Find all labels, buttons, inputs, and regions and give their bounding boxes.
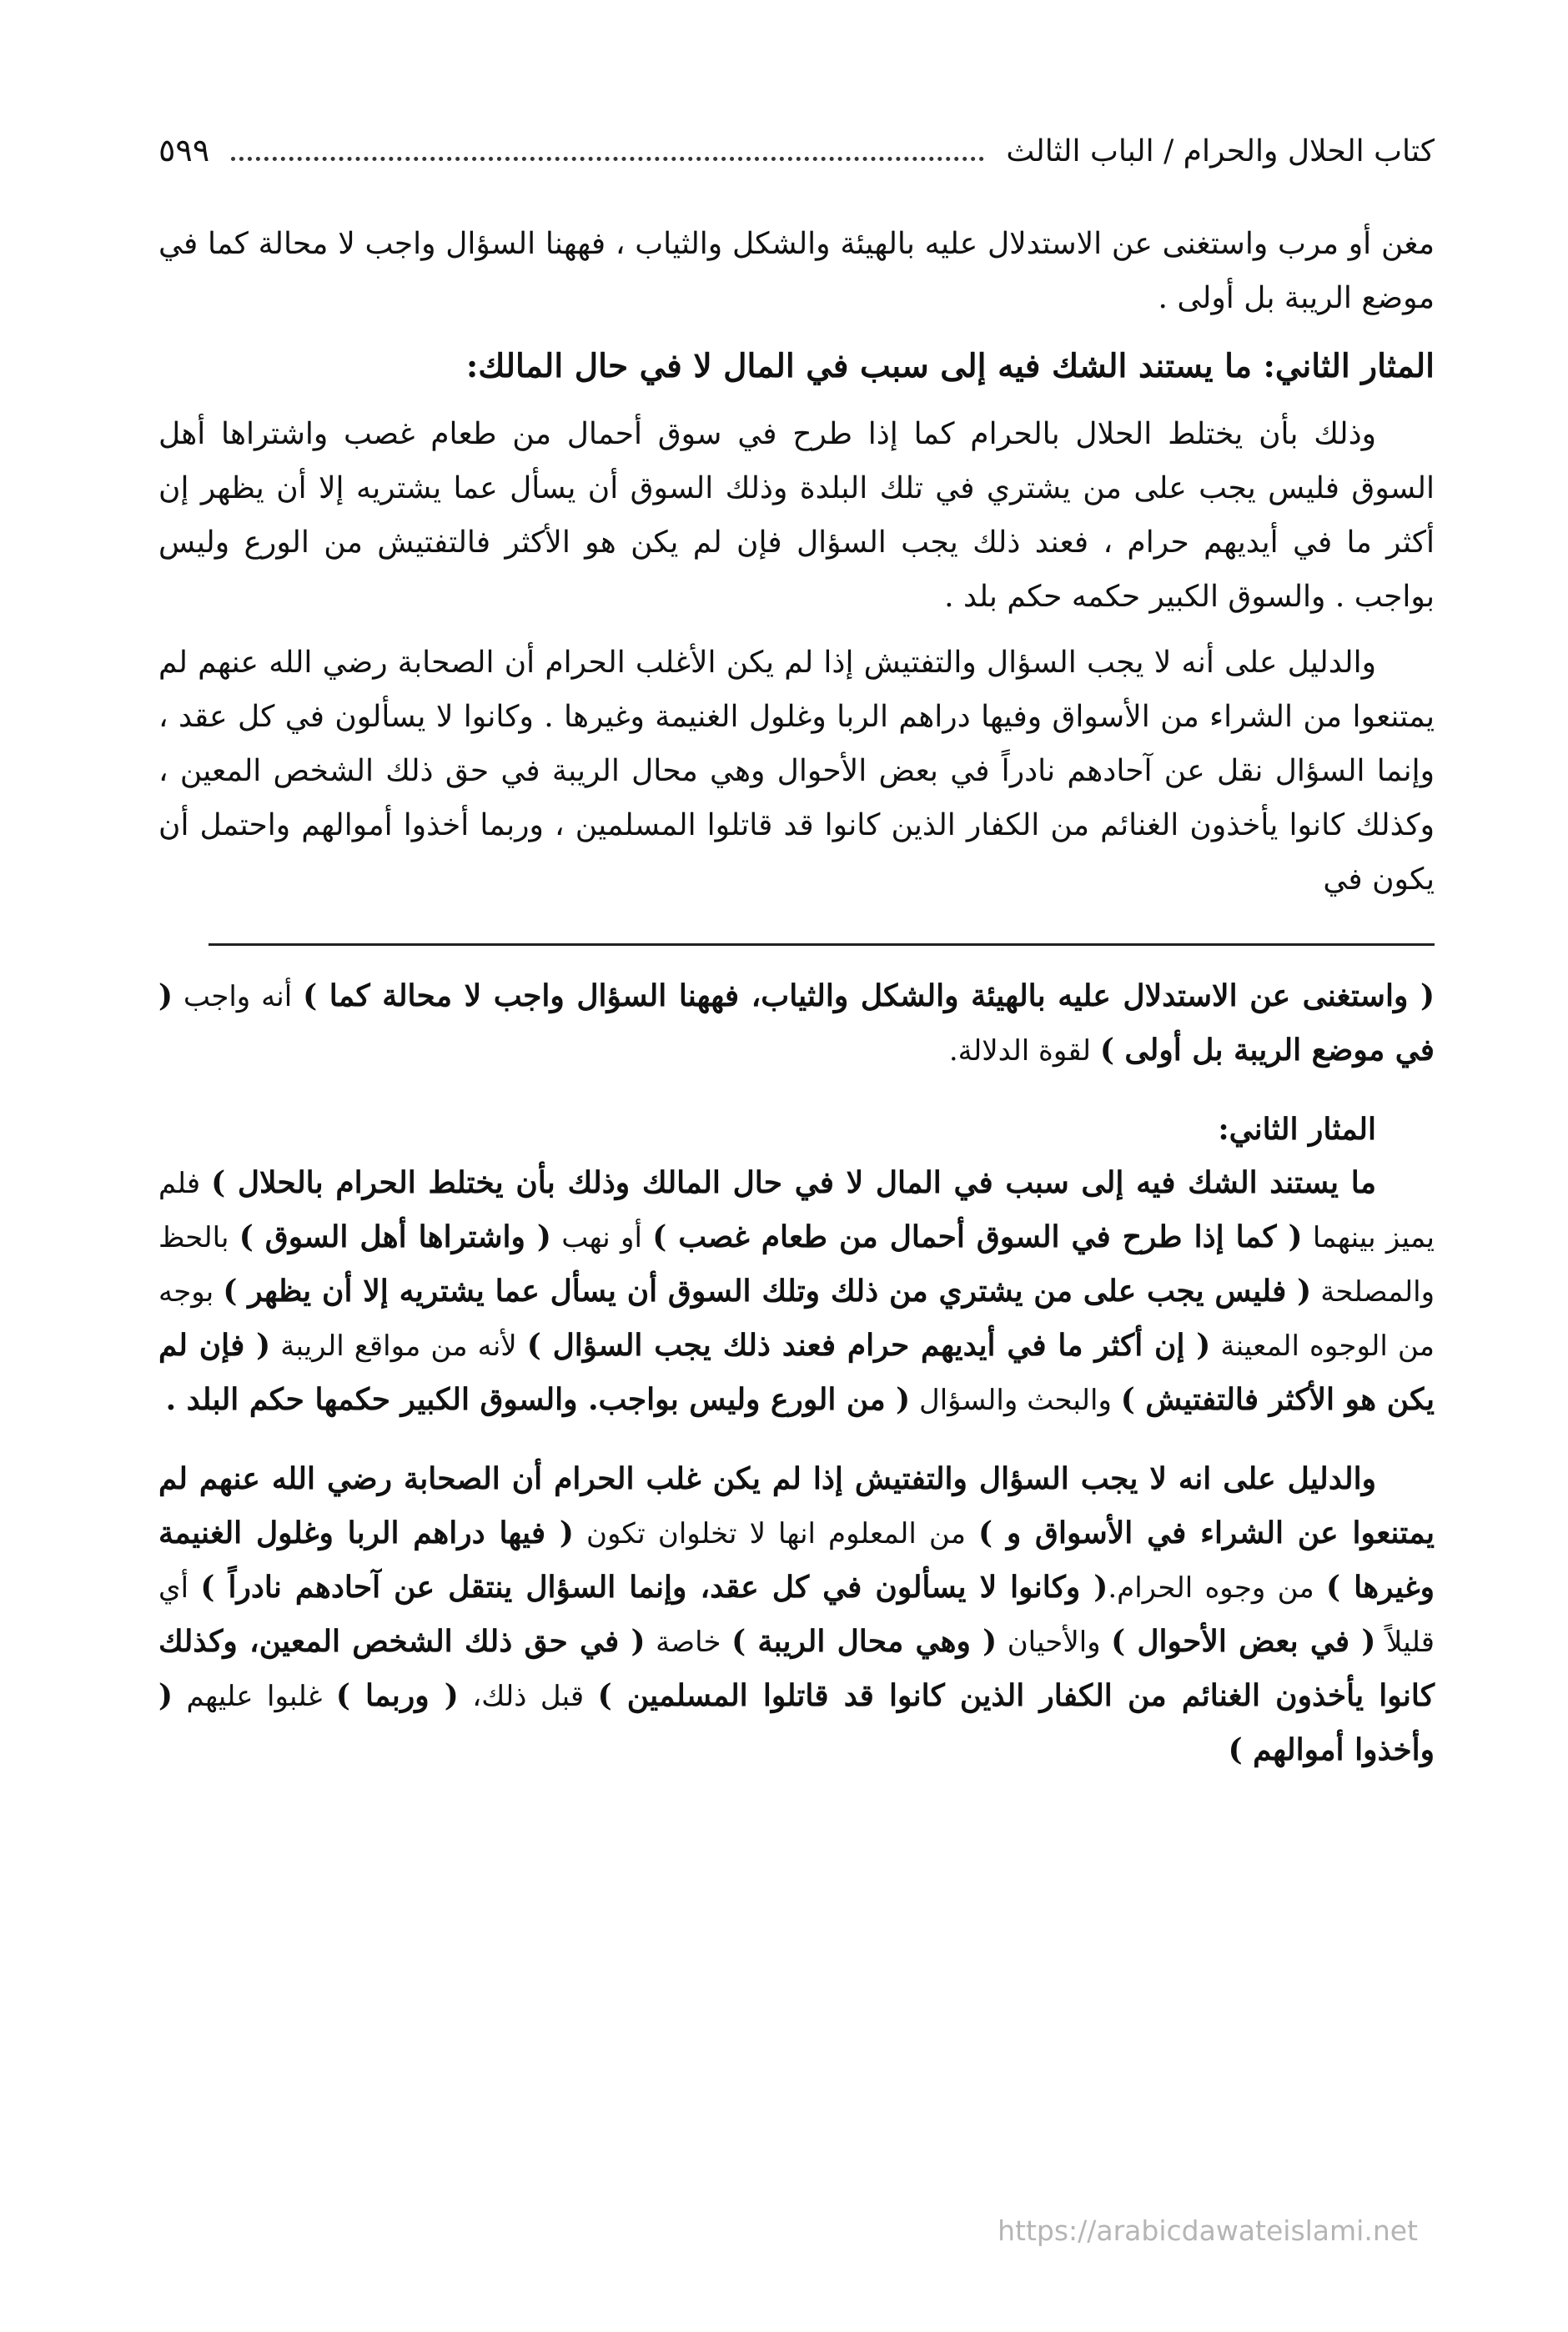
header-title: كتاب الحلال والحرام / الباب الثالث [1006,134,1435,168]
commentary-quote: ( وربما ) [335,1678,459,1713]
commentary-paragraph-3 [158,1452,1435,1777]
commentary-gloss: لأنه من مواقع الريبة [270,1329,527,1363]
commentary-gloss: بالحظ والمصلحة [158,1221,1435,1309]
commentary-quote: ( وهي محال الريبة ) [731,1624,998,1659]
commentary-gloss: قبل ذلك، [458,1680,598,1713]
main-paragraph-1: مغن أو مرب واستغنى عن الاستدلال عليه بالهيئة والشكل والثياب ، فههنا السؤال واجب لا محالة كما في موضع الريبة بل أولى . [158,227,1435,315]
main-text [158,217,1435,907]
commentary-gloss: من المعلوم انها لا تخلوان تكون [573,1517,979,1550]
commentary-gloss: غلبوا عليهم [173,1680,336,1713]
commentary-quote: ( وأخذوا أموالهم ) [158,1678,1435,1767]
commentary-gloss: خاصة [645,1626,732,1659]
commentary-quote: ( في حق ذلك الشخص المعين، وكذلك كانوا يأخذون الغنائم من الكفار الذين كانوا قد قاتلوا المسلمين ) [158,1624,1435,1713]
commentary-quote: ( إن أكثر ما في أيديهم حرام فعند ذلك يجب السؤال ) [526,1328,1211,1363]
commentary-paragraph-2 [158,1156,1435,1427]
commentary-quote: ( فليس يجب على من يشتري من ذلك وتلك السوق أن يسأل عما يشتريه إلا أن يظهر ) [223,1274,1312,1309]
commentary-gloss: أي قليلاً [158,1571,1435,1659]
header-dotted-leader [231,157,984,161]
book-page [158,125,1435,2260]
commentary-quote: ( في موضع الريبة بل أولى ) [158,978,1435,1068]
commentary-gloss: بوجه من الوجوه المعينة [158,1275,1435,1363]
commentary-paragraph-1 [158,969,1435,1078]
commentary-quote: ( وكانوا لا يسألون في كل عقد، وإنما السؤال ينتقل عن آحادهم نادراً ) [200,1570,1108,1605]
commentary-gloss: والبحث والسؤال [910,1384,1121,1417]
section-heading: المثار الثاني: ما يستند الشك فيه إلى سبب في المال لا في حال المالك: [465,347,1435,385]
commentary [158,969,1435,1777]
commentary-heading: المثار الثاني: [1218,1112,1376,1147]
commentary-quote: ( فإن لم يكن هو الأكثر فالتفتيش ) [158,1328,1435,1417]
footnote-divider [209,943,1435,946]
commentary-quote: ( في بعض الأحوال ) [1111,1624,1376,1659]
commentary-gloss: أنه واجب [173,980,304,1013]
commentary-gloss: من وجوه الحرام. [1108,1571,1327,1605]
commentary-quote: والدليل على انه لا يجب السؤال والتفتيش إذا لم يكن غلب الحرام أن الصحابة رضي الله عنهم لم يمتنعوا عن الشراء في الأسواق و ) [158,1461,1435,1550]
main-paragraph-3: والدليل على أنه لا يجب السؤال والتفتيش إذا لم يكن الأغلب الحرام أن الصحابة رضي الله عنهم لم يمتنعوا من الشراء من الأسواق وفيها دراهم الربا وغلول الغنيمة وغيرها . وكانوا لا يسألون في كل عقد ، وإنما السؤال نقل عن آحادهم نادراً في بعض الأحوال وهي محال الريبة في حق ذلك الشخص المعين ، وكذلك كانوا يأخذون الغنائم من الكفار الذين كانوا قد قاتلوا المسلمين ، وربما أخذوا أموالهم واحتمل أن يكون في [158,646,1435,897]
commentary-gloss: لقوة الدلالة. [948,1034,1100,1068]
page-number: ٥٩٩ [158,132,210,168]
commentary-quote: ( واشتراها أهل السوق ) [239,1219,551,1254]
commentary-quote: ( من الورع وليس بواجب. والسوق الكبير حكمها حكم البلد . [165,1382,911,1417]
commentary-gloss: والأحيان [997,1626,1112,1659]
commentary-gloss: فلم يميز بينهما [158,1167,1435,1254]
commentary-quote: ( فيها دراهم الربا وغلول الغنيمة وغيرها ) [158,1515,1435,1605]
running-header [158,125,1435,183]
main-paragraph-2: وذلك بأن يختلط الحلال بالحرام كما إذا طرح في سوق أحمال من طعام غصب واشتراها أهل السوق فليس يجب على من يشتري في تلك البلدة وذلك السوق أن يسأل عما يشتريه إلا أن يظهر إن أكثر ما في أيديهم حرام ، فعند ذلك يجب السؤال فإن لم يكن هو الأكثر فالتفتيش من الورع وليس بواجب . والسوق الكبير حكمه حكم بلد . [158,417,1435,614]
commentary-quote: ( واستغنى عن الاستدلال عليه بالهيئة والشكل والثياب، فههنا السؤال واجب لا محالة كما ) [303,978,1435,1013]
watermark-url: https://arabicdawateislami.net [998,2214,1418,2247]
commentary-quote: ما يستند الشك فيه إلى سبب في المال لا في حال المالك وذلك بأن يختلط الحرام بالحلال ) [211,1165,1376,1200]
commentary-gloss: أو نهب [550,1221,653,1254]
commentary-quote: ( كما إذا طرح في السوق أحمال من طعام غصب ) [652,1219,1303,1254]
